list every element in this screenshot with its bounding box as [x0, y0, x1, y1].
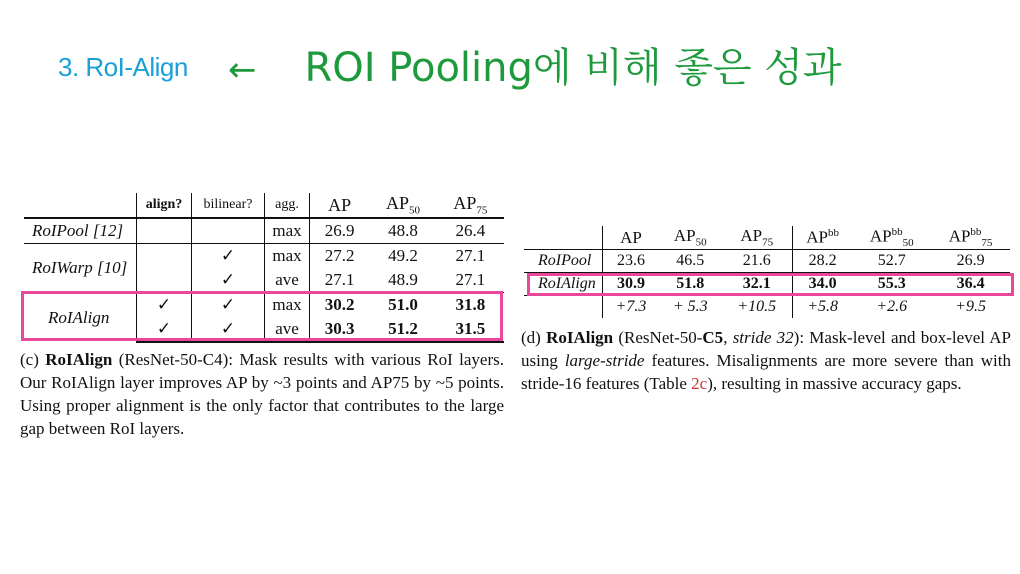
- header-apbb50: $AP^{bb}_{50}$: [852, 226, 931, 250]
- table-row: RoIPool 23.6 46.5 21.6 28.2 52.7 26.9: [524, 250, 1010, 273]
- header-apbb75: $AP^{bb}_{75}$: [931, 226, 1010, 250]
- header-agg: agg.: [265, 193, 310, 218]
- slide-title: 3. RoI-Align: [58, 52, 188, 82]
- caption-c: (c) RoIAlign (ResNet-50-C4): Mask results with various RoI layers. Our RoIAlign layer improves AP by ~3 points and AP75 by ~5 points. Using proper alignment is the only factor that contributes to the large gap between RoI layers.: [20, 350, 504, 438]
- table-row: ✓ ✓ ave 30.3 51.2 31.5: [24, 317, 504, 342]
- header-ap75: $AP_{75}$: [437, 193, 504, 218]
- header-ap50: $AP_{50}$: [369, 193, 436, 218]
- header-ap: AP: [603, 226, 659, 250]
- header-apbb: $AP^{bb}$: [792, 226, 852, 250]
- highlight-box-roialign-d: [527, 273, 1014, 296]
- table-row: ✓ ave 27.1 48.9 27.1: [24, 268, 504, 293]
- table-row: RoIAlign 30.9 51.8 32.1 34.0 55.3 36.4: [524, 273, 1010, 296]
- table-row: RoIWarp [10] ✓ max 27.2 49.2 27.1: [24, 244, 504, 269]
- handwritten-annotation: [228, 36, 842, 93]
- header-ap: AP: [310, 193, 370, 218]
- table-row: RoIPool [12] max 26.9 48.8 26.4: [24, 218, 504, 244]
- header-align: align?: [137, 193, 192, 218]
- caption-d: (d) RoIAlign (ResNet-50-C5, stride 32): Mask-level and box-level AP using large-stride features. Misalignments are more severe than with stride-16 features (Table 2c), resulting in massive accuracy gaps.: [521, 328, 1012, 393]
- header-bilinear: bilinear?: [192, 193, 265, 218]
- header-ap75: $AP_{75}$: [722, 226, 793, 250]
- table-row-deltas: +7.3 + 5.3 +10.5 +5.8 +2.6 +9.5: [524, 296, 1010, 319]
- table-ref-link[interactable]: 2c: [691, 374, 708, 393]
- highlight-box-roialign-c: [21, 291, 503, 341]
- table-row: RoIAlign ✓ ✓ max 30.2 51.0 31.8: [24, 293, 504, 318]
- annotation-text: ROI Pooling에 비해 좋은 성과: [304, 45, 842, 91]
- header-ap50: $AP_{50}$: [659, 226, 722, 250]
- left-arrow-icon: ←: [228, 50, 257, 90]
